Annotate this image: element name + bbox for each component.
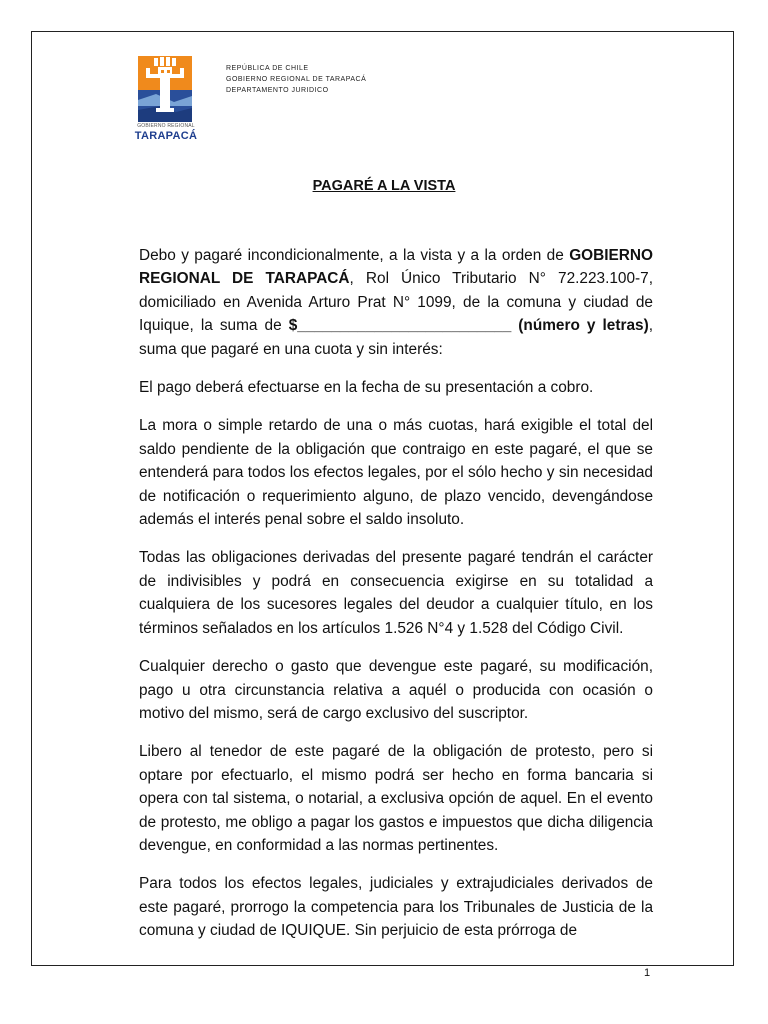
letterhead-line-1: REPÚBLICA DE CHILE [226,65,309,72]
amount-blank: $_________________________ (número y letras) [288,317,649,335]
document-title: PAGARÉ A LA VISTA [312,178,456,194]
paragraph-1-text-c: , suma que pagaré en una cuota y sin interés: [139,317,653,358]
letterhead-line-2: GOBIERNO REGIONAL DE TARAPACÁ [226,76,367,83]
logo-caption-big: TARAPACÁ [134,130,198,142]
paragraph-1-text-a: Debo y pagaré incondicionalmente, a la vista y a la orden de [139,247,570,264]
letterhead [226,63,366,96]
page-number: 1 [644,967,651,979]
logo-emblem-icon [136,54,194,124]
paragraph-7: Para todos los efectos legales, judiciales y extrajudiciales derivados de este pagaré, prorrogo la competencia para los Tribunales de Justicia de la comuna y ciudad de IQUIQUE. Sin perjuicio de esta prórroga de [139,875,653,940]
paragraph-1-text-b: , Rol Único Tributario N° 72.223.100-7, domiciliado en Avenida Arturo Prat N° 1099, de la comuna y ciudad de Iquique, la suma de [139,270,654,335]
logo-caption-small: GOBIERNO REGIONAL [137,123,195,129]
paragraph-5: Cualquier derecho o gasto que devengue este pagaré, su modificación, pago u otra circunstancia relativa a aquél o producida con ocasión o motivo del mismo, será de cargo exclusivo del suscriptor. [139,658,653,722]
letterhead-line-3: DEPARTAMENTO JURIDICO [226,87,329,94]
paragraph-6: Libero al tenedor de este pagaré de la obligación de protesto, pero si optare por efectuarlo, el mismo podrá ser hecho en forma bancaria si opera con tal sistema, o notarial, a exclusiva opción de aquel. En el evento de protesto, me obligo a pagar los gastos e impuestos que dicha diligencia devengue, en conformidad a las normas pertinentes. [139,743,653,854]
logo-caption [134,124,198,142]
creditor-name: GOBIERNO REGIONAL DE TARAPACÁ [139,247,653,288]
paragraph-4: Todas las obligaciones derivadas del presente pagaré tendrán el carácter de indivisibles y podrá en consecuencia exigirse en su totalidad a cualquiera de los sucesores legales del deudor a cualquier título, en los términos señalados en los artículos 1.526 N°4 y 1.528 del Código Civil. [139,549,653,637]
paragraph-1 [139,244,653,361]
document-body [139,244,653,958]
paragraph-3: La mora o simple retardo de una o más cuotas, hará exigible el total del saldo pendiente de la obligación que contraigo en este pagaré, el que se entenderá para todos los efectos legales, por el sólo hecho y sin necesidad de notificación o requerimiento alguno, de plazo vencido, devengándose además el interés penal sobre el saldo insoluto. [139,417,653,529]
paragraph-2: El pago deberá efectuarse en la fecha de su presentación a cobro. [139,379,594,397]
